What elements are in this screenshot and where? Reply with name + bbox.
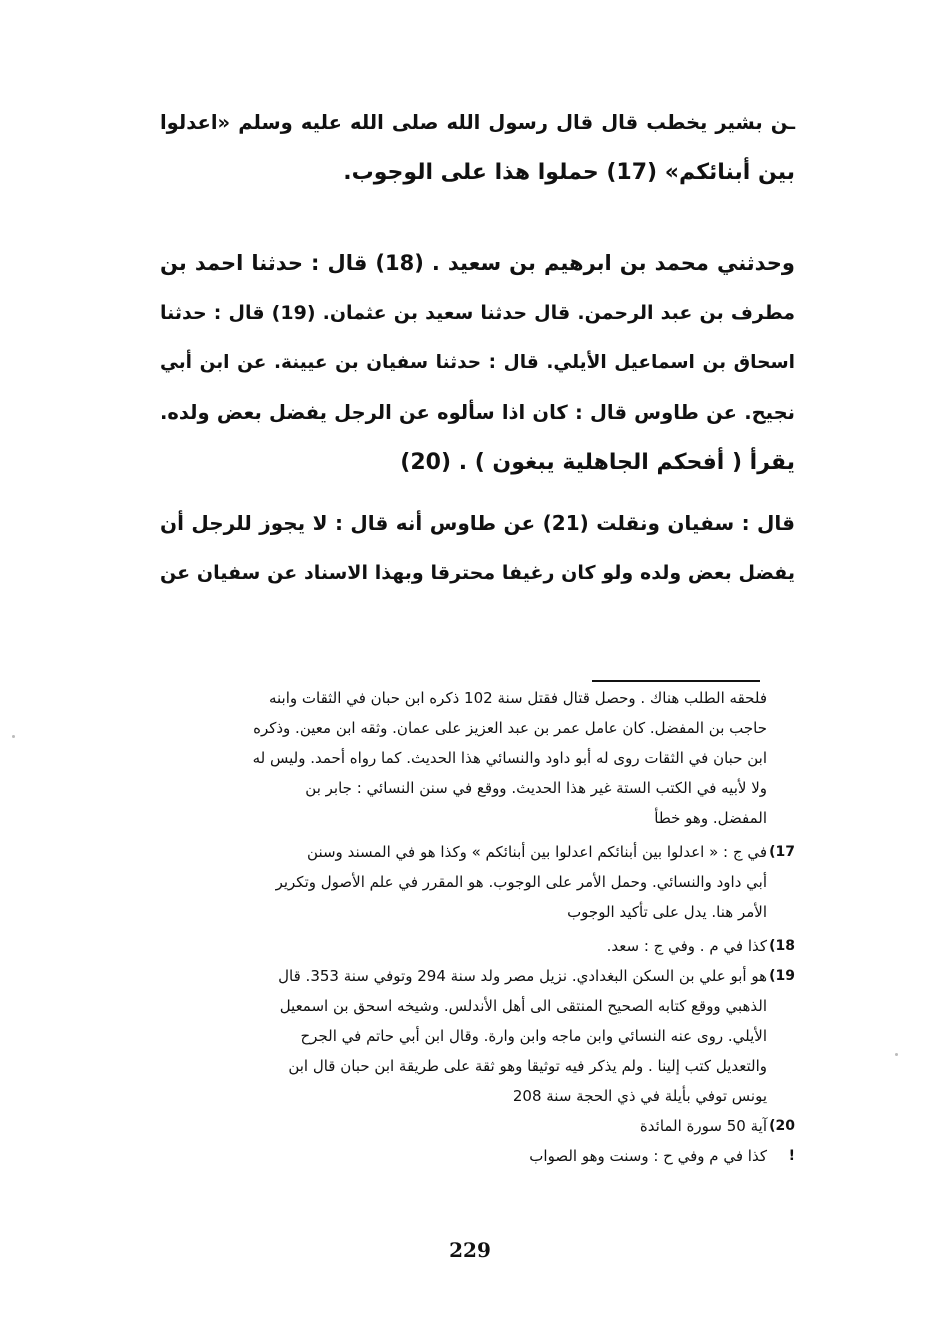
body-paragraph-1 [160, 98, 795, 198]
footnote-line: ابن حبان في الثقات روى له أبو داود والنسائي هذا الحديث. كما رواه أحمد. وليس له [252, 749, 767, 767]
footnote-number: 18) [769, 938, 795, 954]
footnote-line: حاجب بن المفضل. كان عامل عمر بن عبد العزيز على عمان. وثقه ابن معين. وذكره [253, 719, 767, 737]
footnotes [160, 683, 795, 1171]
footnote-line: كذا في م وفي ح : وسنت وهو الصواب [529, 1147, 767, 1165]
footnote-17 [160, 837, 795, 927]
footnote-line: ولا لأبيه في الكتب الستة غير هذا الحديث. ووقع في سنن النسائي : جابر بن [305, 779, 767, 797]
footnote-line: في ج : « اعدلوا بين أبنائكم اعدلوا بين أبنائكم » وكذا هو في المسند وسنن [307, 843, 767, 861]
footnote-number [767, 683, 795, 833]
footnote-20 [160, 1111, 795, 1141]
text-line: مطرف بن عبد الرحمن. قال حدثنا سعيد بن عثمان. (19) قال : حدثنا [160, 302, 795, 324]
footnote-text [160, 683, 767, 833]
footnote-line: المفضل. وهو خطأ [654, 809, 767, 827]
text-line: نجيح. عن طاوس قال : كان اذا سألوه عن الرجل يفضل بعض ولده. [160, 401, 795, 424]
footnote-line: كذا في م . وفي ج : سعد. [606, 937, 767, 955]
footnote-line: والتعديل كتب إلينا . ولم يذكر فيه توثيقا وهو ثقة على طريقة ابن حبان قال ابن [288, 1057, 767, 1075]
footnote-continued [160, 683, 795, 833]
text-line: اسحاق بن اسماعيل الأيلي. قال : حدثنا سفيان بن عيينة. عن ابن أبي [160, 352, 795, 373]
footnote-number: 20) [769, 1118, 795, 1134]
footnote-text [160, 961, 767, 1111]
footnote-18 [160, 931, 795, 961]
footnote-line: فلحقه الطلب هناك . وحصل قتال فقتل سنة 102 ذكره ابن حبان في الثقات وابنه [268, 689, 767, 707]
footnote-line: أبي داود والنسائي. وحمل الأمر على الوجوب. هو المقرر في علم الأصول وتكرير [275, 873, 767, 891]
scan-speck [895, 1053, 898, 1056]
text-line: يقرأ ( أفحكم الجاهلية يبغون ) . (20) [400, 450, 795, 475]
footnote-line: هو أبو علي بن السكن البغدادي. نزيل مصر ولد سنة 294 وتوفي سنة 353. قال [278, 967, 767, 985]
footnote-text [160, 837, 767, 927]
text-line: ـن بشير يخطب قال قال رسول الله صلى الله عليه وسلم «اعدلوا [160, 111, 795, 134]
footnote-line: الأمر هنا. يدل على تأكيد الوجوب [567, 903, 767, 921]
text-line: قال : سفيان ونقلت (21) عن طاوس أنه قال : لا يجوز للرجل أن [160, 511, 795, 535]
footnote-number: 17) [769, 844, 795, 860]
footnote-line: يونس توفي بأيلة في ذي الحجة سنة 208 [512, 1087, 767, 1105]
page-number: 229 [449, 1238, 491, 1262]
scan-speck [12, 735, 15, 738]
footnote-text [160, 1111, 767, 1141]
footnote-text [160, 931, 767, 961]
text-line: بين أبنائكم» (17) حملوا هذا على الوجوب. [343, 160, 795, 185]
footnote-line: الذهبي ووقع كتابه الصحيح المنتقى الى أهل الأندلس. وشيخه اسحق بن اسمعيل [279, 997, 767, 1015]
footnote-number: ! [788, 1148, 795, 1164]
footnote-21 [160, 1141, 795, 1171]
footnote-number: 19) [769, 968, 795, 984]
body-paragraph-3 [160, 498, 795, 598]
footnote-line: آية 50 سورة المائدة [639, 1117, 767, 1135]
footnote-separator [592, 680, 760, 682]
text-line: وحدثني محمد بن ابرهيم بن سعيد . (18) قال : حدثنا احمد بن [160, 251, 795, 275]
footnote-19 [160, 961, 795, 1111]
footnote-line: الأيلي. روى عنه النسائي وابن ماجه وابن وارة. وقال ابن أبي حاتم في الجرح [300, 1027, 767, 1045]
footnote-text [160, 1141, 767, 1171]
body-paragraph-2 [160, 238, 795, 488]
text-line: يفضل بعض ولده ولو كان رغيفا محترقا وبهذا الاسناد عن سفيان عن [160, 562, 795, 584]
